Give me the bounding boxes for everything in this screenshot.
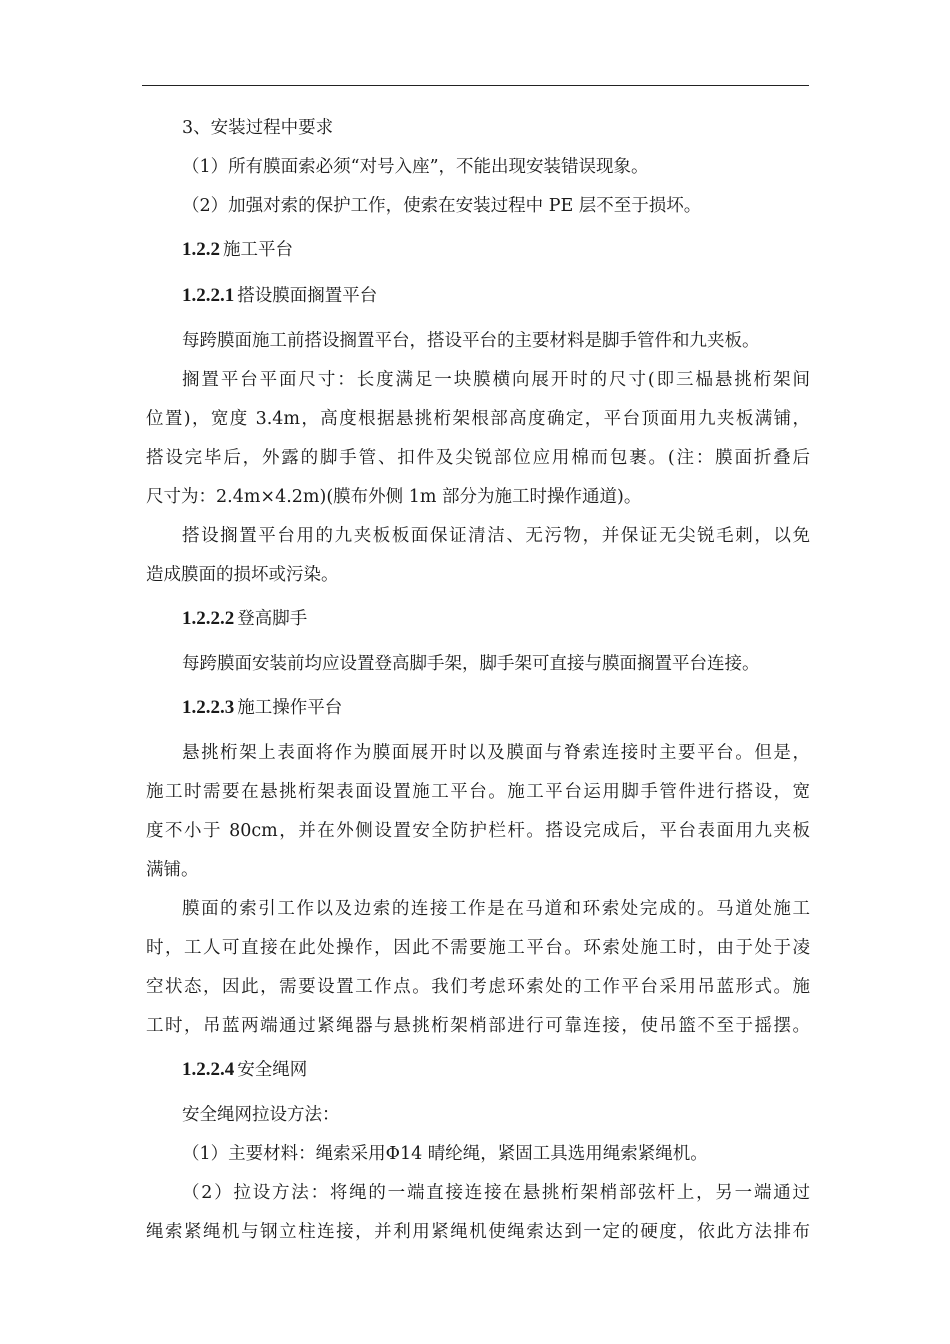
heading-title: 搭设膜面搁置平台: [237, 286, 378, 306]
paragraph-line: 施工时需要在悬挑桁架表面设置施工平台。施工平台运用脚手管件进行搭设，宽: [146, 782, 810, 802]
paragraph-line: 绳索紧绳机与钢立柱连接，并利用紧绳机使绳索达到一定的硬度，依此方法排布: [146, 1222, 810, 1242]
paragraph-line: 搭设完毕后，外露的脚手管、扣件及尖锐部位应用棉而包裹。(注：膜面折叠后: [146, 448, 810, 468]
document-body: [146, 114, 810, 1257]
paragraph-line: 每跨膜面施工前搭设搁置平台，搭设平台的主要材料是脚手管件和九夹板。: [182, 331, 760, 351]
paragraph-line: 满铺。: [146, 860, 199, 880]
paragraph-platform-size: [146, 366, 810, 512]
paragraph-line: 安全绳网拉设方法：: [182, 1105, 340, 1125]
heading-1-2-2-3: [146, 693, 810, 723]
header-rule: [142, 85, 809, 86]
paragraph-line: （1）主要材料：绳索采用Φ14 晴纶绳，紧固工具选用绳索紧绳机。: [182, 1144, 708, 1164]
paragraph-operation-platform: [146, 739, 810, 885]
heading-title: 登高脚手: [237, 609, 308, 629]
section-3-title: 3、安装过程中要求: [182, 118, 334, 138]
requirement-2: （2）加强对索的保护工作，使索在安装过程中 PE 层不至于损坏。: [182, 196, 702, 216]
heading-number: 1.2.2.3: [182, 697, 235, 718]
heading-1-2-2-4: [146, 1055, 810, 1085]
requirement-1: （1）所有膜面索必须“对号入座”，不能出现安装错误现象。: [182, 157, 649, 177]
paragraph-line: 搁置平台平面尺寸：长度满足一块膜横向展开时的尺寸(即三榀悬挑桁架间: [182, 370, 810, 390]
paragraph-line: 度不小于 80cm，并在外侧设置安全防护栏杆。搭设完成后，平台表面用九夹板: [146, 821, 810, 841]
paragraph-line: 造成膜面的损坏或污染。: [146, 565, 339, 585]
paragraph-line: 搭设搁置平台用的九夹板板面保证清洁、无污物，并保证无尖锐毛刺，以免: [182, 526, 810, 546]
paragraph-line: 膜面的索引工作以及边索的连接工作是在马道和环索处完成的。马道处施工: [182, 899, 810, 919]
heading-title: 施工操作平台: [237, 698, 343, 718]
paragraph-hanging-basket: [146, 895, 810, 1041]
paragraph-line: 工时，吊蓝两端通过紧绳器与悬挑桁架梢部进行可靠连接，使吊篮不至于摇摆。: [146, 1016, 810, 1036]
heading-1-2-2: [146, 235, 810, 265]
heading-title: 安全绳网: [237, 1060, 308, 1080]
paragraph-line: 每跨膜面安装前均应设置登高脚手架，脚手架可直接与膜面搁置平台连接。: [182, 654, 760, 674]
heading-number: 1.2.2: [182, 239, 220, 260]
heading-1-2-2-1: [146, 281, 810, 311]
paragraph-board-clean: [146, 522, 810, 590]
heading-number: 1.2.2.2: [182, 608, 235, 629]
paragraph-line: 悬挑桁架上表面将作为膜面展开时以及膜面与脊索连接时主要平台。但是，: [182, 743, 810, 763]
heading-title: 施工平台: [223, 240, 293, 260]
heading-1-2-2-2: [146, 604, 810, 634]
heading-number: 1.2.2.1: [182, 285, 235, 306]
paragraph-line: 位置)，宽度 3.4m，高度根据悬挑桁架根部高度确定，平台顶面用九夹板满铺，: [146, 409, 810, 429]
paragraph-line: 时，工人可直接在此处操作，因此不需要施工平台。环索处施工时，由于处于凌: [146, 938, 810, 958]
paragraph-line: 空状态，因此，需要设置工作点。我们考虑环索处的工作平台采用吊蓝形式。施: [146, 977, 810, 997]
paragraph-install-method: [146, 1179, 810, 1247]
paragraph-line: 尺寸为：2.4m×4.2m)(膜布外侧 1m 部分为施工时操作通道)。: [146, 487, 642, 507]
heading-number: 1.2.2.4: [182, 1059, 235, 1080]
paragraph-line: （2）拉设方法：将绳的一端直接连接在悬挑桁架梢部弦杆上，另一端通过: [182, 1183, 810, 1203]
